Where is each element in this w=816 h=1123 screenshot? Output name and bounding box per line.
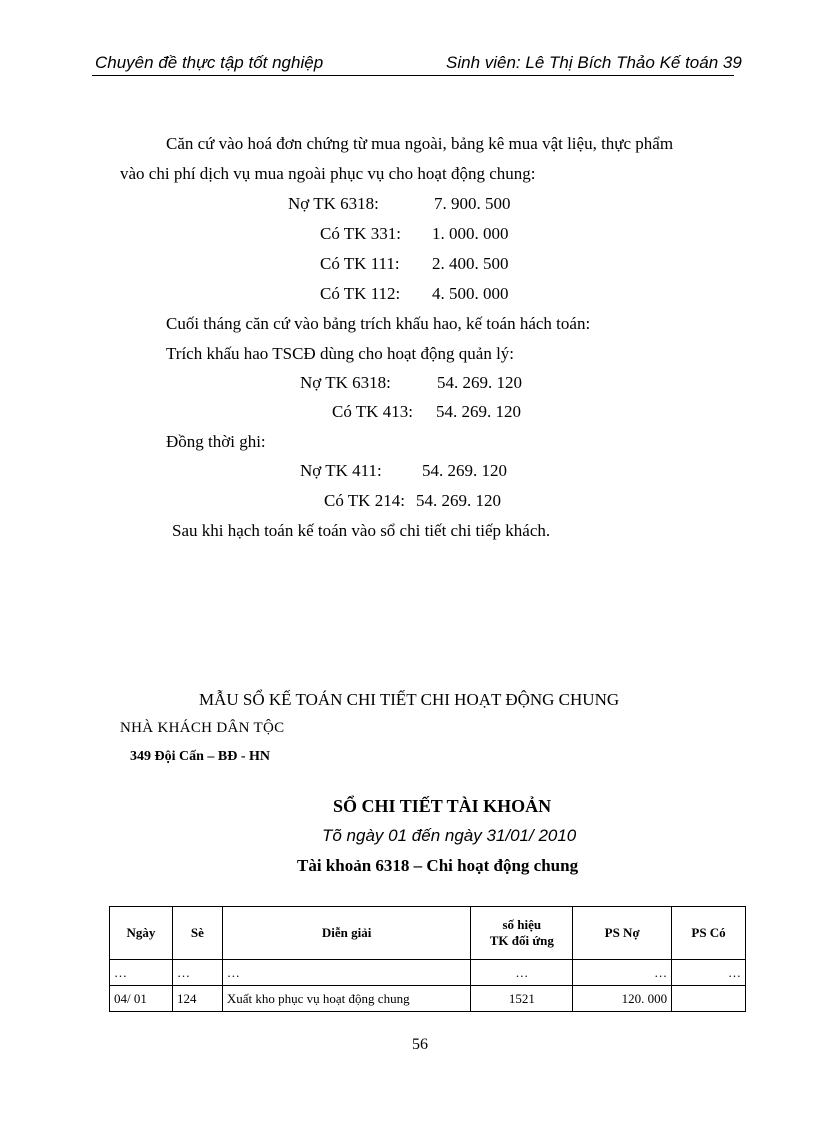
table-cell: … (573, 960, 672, 986)
paragraph-4: Đồng thời ghi: (166, 432, 266, 451)
entry-label: Có TK 413: (332, 402, 413, 421)
col-header-account-line-1: số hiệu (502, 917, 542, 932)
entry-value: 54. 269. 120 (416, 491, 501, 510)
table-cell: … (222, 960, 471, 986)
table-cell: … (471, 960, 573, 986)
entry-label: Nợ TK 6318: (288, 194, 379, 213)
col-header-account (471, 907, 573, 960)
entry-label: Có TK 214: (324, 491, 405, 510)
entry-value: 1. 000. 000 (432, 224, 509, 243)
header-left: Chuyên đề thực tập tốt nghiệp (95, 53, 324, 72)
entry-value: 54. 269. 120 (437, 373, 522, 392)
paragraph-1-line-1: Căn cứ vào hoá đơn chứng từ mua ngoài, bảng kê mua vật liệu, thực phẩm (166, 134, 674, 153)
page-number: 56 (412, 1036, 428, 1053)
col-header-date: Ngày (110, 907, 173, 960)
entry-label: Có TK 111: (320, 254, 400, 273)
col-header-credit: PS Có (672, 907, 746, 960)
table-header-row (110, 907, 746, 960)
organization-name: NHÀ KHÁCH DÂN TỘC (120, 720, 285, 736)
table-row (110, 986, 746, 1012)
table-cell-date: 04/ 01 (110, 986, 173, 1012)
entry-value: 54. 269. 120 (436, 402, 521, 421)
col-header-account-line-2: TK đối ứng (489, 933, 554, 948)
organization-address: 349 Đội Cấn – BĐ - HN (130, 749, 271, 764)
paragraph-5: Sau khi hạch toán kế toán vào sổ chi tiết chi tiếp khách. (172, 521, 551, 540)
entry-value: 4. 500. 000 (432, 284, 509, 303)
paragraph-3: Trích khấu hao TSCĐ dùng cho hoạt động quản lý: (166, 344, 515, 363)
col-header-debit: PS Nợ (573, 907, 672, 960)
ledger-period: Tõ ngày 01 đến ngày 31/01/ 2010 (322, 826, 577, 845)
table-cell-number: 124 (172, 986, 222, 1012)
table-row (110, 960, 746, 986)
table-cell: … (110, 960, 173, 986)
table-cell: … (672, 960, 746, 986)
header-rule (92, 75, 734, 76)
entry-label: Nợ TK 411: (300, 461, 382, 480)
table-cell-credit (672, 986, 746, 1012)
paragraph-2: Cuối tháng căn cứ vào bảng trích khấu hao, kế toán hách toán: (166, 314, 591, 333)
col-header-number: Sè (172, 907, 222, 960)
entry-value: 7. 900. 500 (434, 194, 511, 213)
entry-value: 2. 400. 500 (432, 254, 509, 273)
entry-label: Có TK 112: (320, 284, 401, 303)
table-cell-debit: 120. 000 (573, 986, 672, 1012)
entry-label: Nợ TK 6318: (300, 373, 391, 392)
header-right: Sinh viên: Lê Thị Bích Thảo Kế toán 39 (446, 53, 742, 72)
entry-value: 54. 269. 120 (422, 461, 507, 480)
form-title: MẪU SỔ KẾ TOÁN CHI TIẾT CHI HOẠT ĐỘNG CHUNG (199, 690, 620, 709)
col-header-description: Diễn giải (222, 907, 471, 960)
entry-label: Có TK 331: (320, 224, 401, 243)
table-cell: … (172, 960, 222, 986)
paragraph-1-line-2: vào chi phí dịch vụ mua ngoài phục vụ cho hoạt động chung: (120, 164, 536, 183)
ledger-title: SỔ CHI TIẾT TÀI KHOẢN (333, 796, 552, 816)
ledger-table (109, 906, 746, 1012)
table-cell-description: Xuất kho phục vụ hoạt động chung (222, 986, 471, 1012)
table-cell-account: 1521 (471, 986, 573, 1012)
ledger-account: Tài khoản 6318 – Chi hoạt động chung (297, 856, 579, 875)
